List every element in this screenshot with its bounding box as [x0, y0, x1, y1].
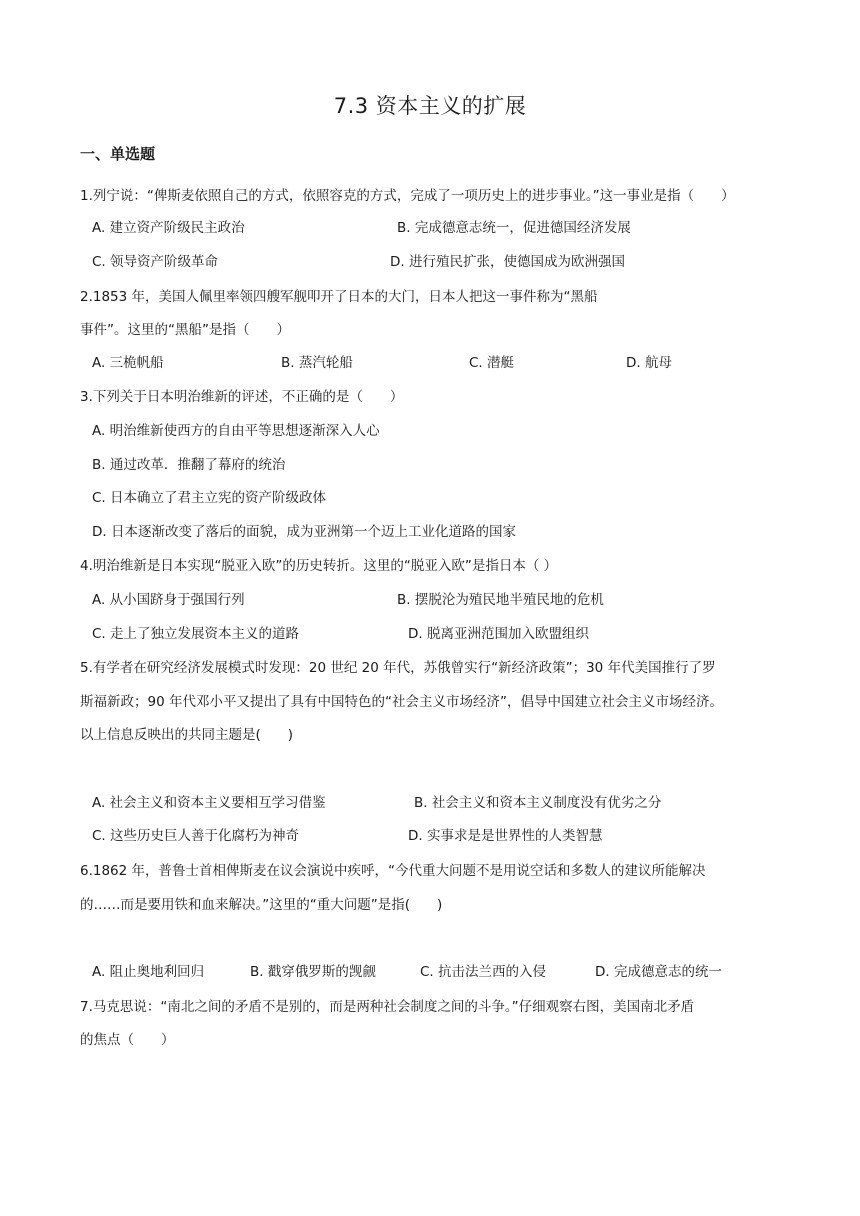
question-2-stem-line-1: 2.1853 年，美国人佩里率领四艘军舰叩开了日本的大门，日本人把这一事件称为“黑船 [80, 289, 598, 305]
question-1-option-d[interactable]: D. 进行殖民扩张，使德国成为欧洲强国 [390, 254, 625, 270]
question-3-stem: 3.下列关于日本明治维新的评述，不正确的是（ ） [80, 389, 404, 405]
page-title: 7.3 资本主义的扩展 [333, 94, 527, 118]
question-6-option-b[interactable]: B. 戳穿俄罗斯的觊觎 [250, 964, 376, 980]
question-5-stem-line-3: 以上信息反映出的共同主题是( ) [80, 727, 294, 743]
question-6-option-a[interactable]: A. 阻止奥地利回归 [92, 964, 205, 980]
question-7-stem-line-1: 7.马克思说：“南北之间的矛盾不是别的，而是两种社会制度之间的斗争。”仔细观察右图，美国南北矛盾 [80, 999, 695, 1015]
question-3-option-a[interactable]: A. 明治维新使西方的自由平等思想逐渐深入人心 [92, 423, 380, 439]
question-5-option-b[interactable]: B. 社会主义和资本主义制度没有优劣之分 [414, 795, 662, 811]
question-1-option-a[interactable]: A. 建立资产阶级民主政治 [92, 220, 245, 236]
question-5-option-d[interactable]: D. 实事求是是世界性的人类智慧 [408, 828, 603, 844]
question-6-stem-line-1: 6.1862 年，普鲁士首相俾斯麦在议会演说中疾呼，“今代重大问题不是用说空话和多数人的建议所能解决 [80, 863, 706, 879]
question-3-option-c[interactable]: C. 日本确立了君主立宪的资产阶级政体 [92, 490, 327, 506]
question-6-option-d[interactable]: D. 完成德意志的统一 [595, 964, 722, 980]
question-4-option-c[interactable]: C. 走上了独立发展资本主义的道路 [92, 626, 300, 642]
question-2-option-d[interactable]: D. 航母 [626, 355, 672, 371]
question-4-option-d[interactable]: D. 脱离亚洲范围加入欧盟组织 [408, 626, 589, 642]
question-6-option-c[interactable]: C. 抗击法兰西的入侵 [420, 964, 547, 980]
question-5-option-a[interactable]: A. 社会主义和资本主义要相互学习借鉴 [92, 795, 326, 811]
section-heading: 一、单选题 [80, 145, 156, 163]
question-3-option-d[interactable]: D. 日本逐渐改变了落后的面貌，成为亚洲第一个迈上工业化道路的国家 [92, 524, 516, 540]
question-2-stem-line-2: 事件”。这里的“黑船”是指（ ） [80, 322, 290, 338]
question-2-option-b[interactable]: B. 蒸汽轮船 [281, 355, 353, 371]
question-4-stem: 4.明治维新是日本实现“脱亚入欧”的历史转折。这里的“脱亚入欧”是指日本（ ） [80, 558, 558, 574]
question-1-option-b[interactable]: B. 完成德意志统一，促进德国经济发展 [397, 220, 631, 236]
question-4-option-b[interactable]: B. 摆脱沦为殖民地半殖民地的危机 [397, 592, 604, 608]
question-4-option-a[interactable]: A. 从小国跻身于强国行列 [92, 592, 245, 608]
question-5-stem-line-1: 5.有学者在研究经济发展模式时发现：20 世纪 20 年代，苏俄曾实行“新经济政策”；30 年代美国推行了罗 [80, 660, 716, 676]
question-5-option-c[interactable]: C. 这些历史巨人善于化腐朽为神奇 [92, 828, 300, 844]
question-2-option-a[interactable]: A. 三桅帆船 [92, 355, 164, 371]
question-5-stem-line-2: 斯福新政；90 年代邓小平又提出了具有中国特色的“社会主义市场经济”，倡导中国建立社会主义市场经济。 [80, 694, 723, 710]
question-6-stem-line-2: 的……而是要用铁和血来解决。”这里的“重大问题”是指( ) [80, 897, 443, 913]
question-3-option-b[interactable]: B. 通过改革．推翻了幕府的统治 [92, 457, 286, 473]
question-7-stem-line-2: 的焦点（ ） [80, 1032, 175, 1048]
question-2-option-c[interactable]: C. 潜艇 [469, 355, 515, 371]
question-1-option-c[interactable]: C. 领导资产阶级革命 [92, 254, 219, 270]
question-1-stem: 1.列宁说：“俾斯麦依照自己的方式，依照容克的方式，完成了一项历史上的进步事业。”这一事业是指（ ） [80, 188, 735, 204]
